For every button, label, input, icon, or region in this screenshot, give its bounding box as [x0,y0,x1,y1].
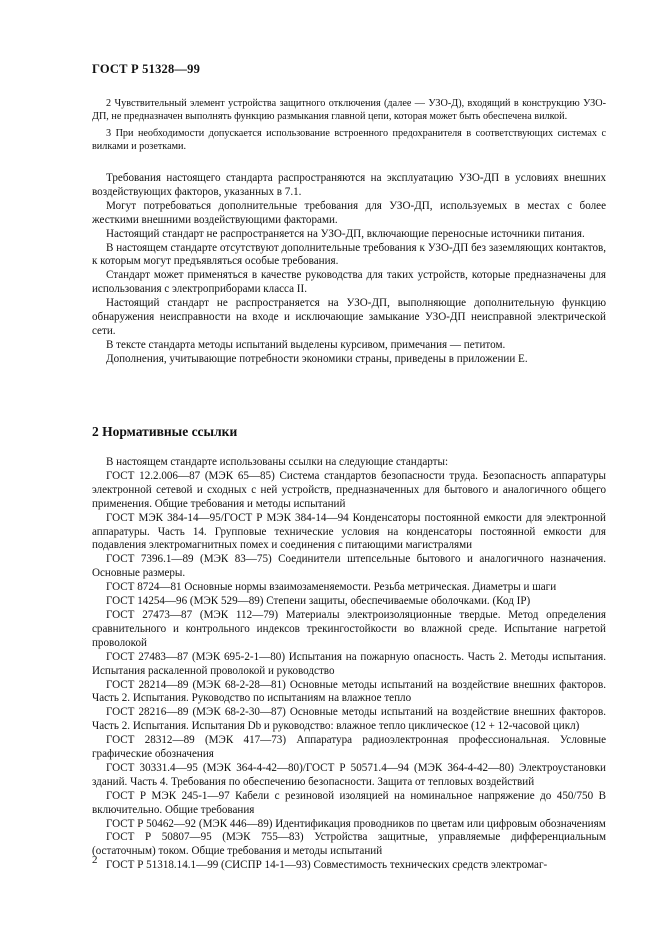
reference-item: ГОСТ 27483—87 (МЭК 695-2-1—80) Испытания на пожарную опасность. Часть 2. Методы испытания. Испытания раскаленной проволокой и руководство [92,650,606,677]
notes-block [92,98,606,158]
reference-item: ГОСТ 28312—89 (МЭК 417—73) Аппаратура радиоэлектронная профессиональная. Условные графические обозначения [92,734,606,761]
body-paragraph: В тексте стандарта методы испытаний выделены курсивом, примечания — петитом. [106,338,506,351]
reference-item: ГОСТ 28216—89 (МЭК 68-2-30—87) Основные методы испытаний на воздействие внешних факторов. Часть 2. Испытания. Испытания Db и руководство: влажное тепло циклическое (12 + 12-часовой цикл) [92,706,606,733]
reference-item: ГОСТ 12.2.006—87 (МЭК 65—85) Система стандартов безопасности труда. Безопасность аппаратуры электронной сетевой и сходных с ней устройств, предназначенных для бытового и аналогичного общего применения. Общие требования и методы испытаний [92,469,606,510]
reference-item: ГОСТ МЭК 384-14—95/ГОСТ Р МЭК 384-14—94 Конденсаторы постоянной емкости для электронной аппаратуры. Часть 14. Групповые технические условия на конденсаторы постоянной емкости для подавления электромагнитных помех и соединения с питающими магистралями [92,511,606,552]
reference-item: ГОСТ Р 51318.14.1—99 (СИСПР 14-1—93) Совместимость технических средств электромаг- [106,859,548,872]
body-paragraph: Могут потребоваться дополнительные требования для УЗО-ДП, используемых в местах с более жесткими внешними воздействующими факторами. [92,199,606,226]
section-title: 2 Нормативные ссылки [92,424,238,439]
body-paragraph: Требования настоящего стандарта распространяются на эксплуатацию УЗО-ДП в условиях внешних воздействующих факторов, указанных в 7.1. [92,172,606,198]
reference-item: ГОСТ 27473—87 (МЭК 112—79) Материалы электроизоляционные твердые. Метод определения сравнительного и контрольного индексов трекингостойкости во влажной среде. Испытание нагретой проволокой [92,608,606,649]
reference-item: ГОСТ Р МЭК 245-1—97 Кабели с резиновой изоляцией на номинальное напряжение до 450/750 В включительно. Общие требования [92,789,606,816]
body-paragraph: В настоящем стандарте отсутствуют дополнительные требования к УЗО-ДП без заземляющих контактов, к которым могут предъявляться особые требования. [92,241,606,268]
reference-item: ГОСТ Р 50807—95 (МЭК 755—83) Устройства защитные, управляемые дифференциальным (остаточным) током. Общие требования и методы испытаний [92,831,606,858]
reference-item: ГОСТ Р 50462—92 (МЭК 446—89) Идентификация проводников по цветам или цифровым обозначениям [106,817,606,830]
reference-item: ГОСТ 14254—96 (МЭК 529—89) Степени защиты, обеспечиваемые оболочками. (Код IP) [106,595,531,608]
body-paragraph: Настоящий стандарт не распространяется на УЗО-ДП, выполняющие дополнительную функцию обнаружения неисправности на входе и исключающие замыкание УЗО-ДП неисправной электрической сети. [92,297,606,337]
references-block [92,456,606,873]
reference-item: ГОСТ 28214—89 (МЭК 68-2-28—81) Основные методы испытаний на воздействие внешних факторов. Часть 2. Испытания. Руководство по испытаниям на влажное тепло [92,678,606,705]
document-page [92,0,606,935]
reference-item: ГОСТ 30331.4—95 (МЭК 364-4-42—80)/ГОСТ Р 50571.4—94 (МЭК 364-4-42—80) Электроустановки зданий. Часть 4. Требования по обеспечению безопасности. Защита от тепловых воздействий [92,761,606,788]
note-paragraph: 2 Чувствительный элемент устройства защитного отключения (далее — УЗО-Д), входящий в конструкцию УЗО-ДП, не предназначен выполнять функцию размыкания главной цепи, которая может быть обеспечена вилкой. [92,98,606,122]
body-paragraph: Настоящий стандарт не распространяется на УЗО-ДП, включающие переносные источники питания. [106,227,585,240]
references-intro: В настоящем стандарте использованы ссылки на следующие стандарты: [106,456,449,468]
body-block [92,172,606,367]
reference-item: ГОСТ 7396.1—89 (МЭК 83—75) Соединители штепсельные бытового и аналогичного назначения. Основные размеры. [92,553,606,580]
page-number: 2 [92,854,98,866]
body-paragraph: Стандарт может применяться в качестве руководства для таких устройств, которые предназначены для использования с электроприборами класса II. [92,269,606,296]
document-header: ГОСТ Р 51328—99 [92,62,201,76]
note-paragraph: 3 При необходимости допускается использование встроенного предохранителя в соответствующих системах с вилками и розетками. [92,128,606,152]
body-paragraph: Дополнения, учитывающие потребности экономики страны, приведены в приложении Е. [106,352,528,365]
reference-item: ГОСТ 8724—81 Основные нормы взаимозаменяемости. Резьба метрическая. Диаметры и шаги [106,581,557,594]
